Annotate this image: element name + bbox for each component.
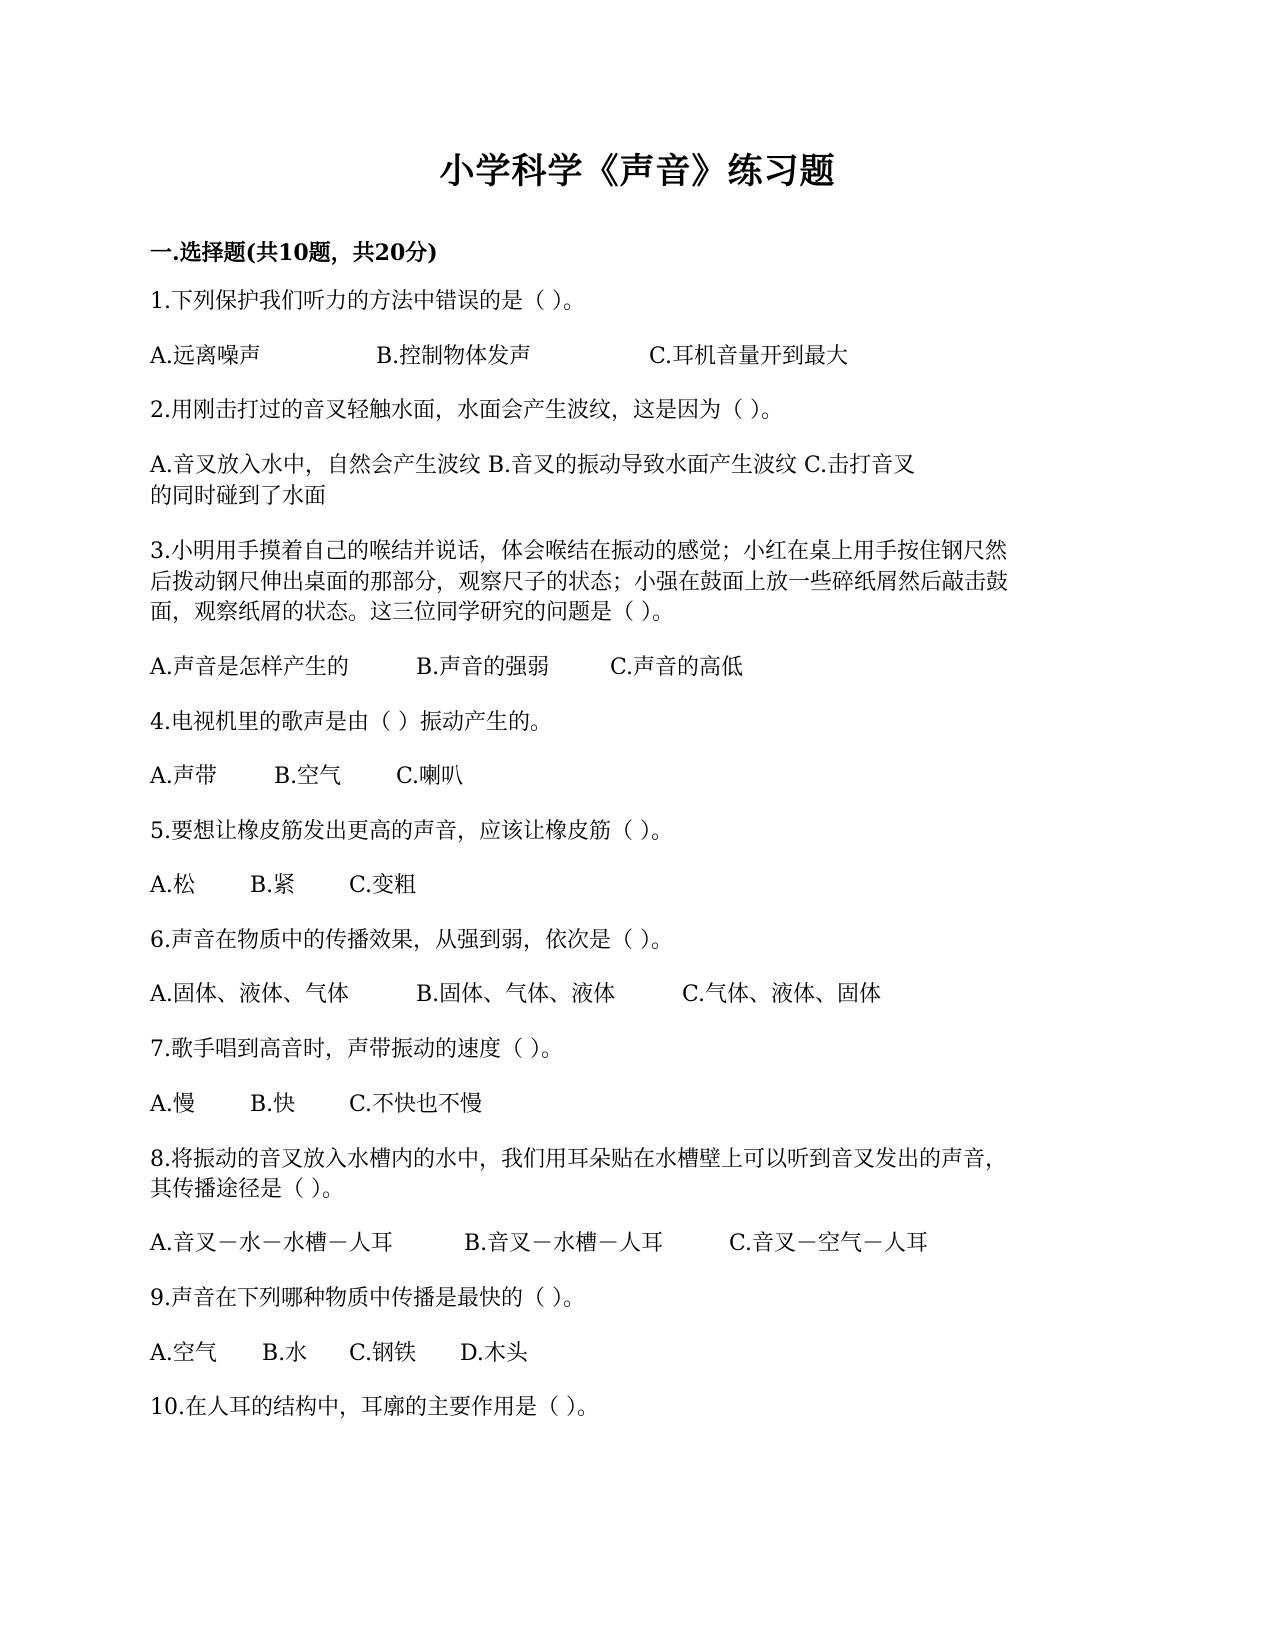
question-7-option-a: A.慢: [150, 1092, 195, 1117]
question-10-stem: 10.在人耳的结构中，耳廓的主要作用是（ ）。: [150, 1395, 599, 1420]
question-4-stem: 4.电视机里的歌声是由（ ）振动产生的。: [150, 710, 552, 735]
question-5-option-c: C.变粗: [349, 873, 417, 898]
question-7-stem: 7.歌手唱到高音时，声带振动的速度（ ）。: [150, 1037, 563, 1062]
section-heading: 一.选择题(共10题，共20分): [150, 240, 438, 266]
question-7-option-c: C.不快也不慢: [349, 1092, 483, 1117]
question-4-option-a: A.声带: [150, 764, 217, 789]
question-3-option-c: C.声音的高低: [610, 655, 744, 680]
question-3-options: [150, 652, 1130, 684]
question-9-options: [150, 1338, 1130, 1370]
question-1-options: [150, 341, 1130, 373]
question-6-option-b: B.固体、气体、液体: [416, 982, 616, 1007]
question-8-options: [150, 1228, 1130, 1260]
question-8-option-b: B.音叉－水槽－人耳: [464, 1231, 664, 1256]
question-1-option-a: A.远离噪声: [150, 344, 261, 369]
question-3-option-a: A.声音是怎样产生的: [150, 655, 349, 680]
question-8-stem-line-2: 其传播途径是（ ）。: [150, 1177, 344, 1202]
question-9-option-c: C.钢铁: [349, 1341, 417, 1366]
question-2-stem: 2.用刚击打过的音叉轻触水面，水面会产生波纹，这是因为（ ）。: [150, 398, 783, 423]
question-9-option-b: B.水: [262, 1341, 308, 1366]
question-1-option-c: C.耳机音量开到最大: [649, 344, 849, 369]
question-5-options: [150, 870, 1130, 902]
question-8-option-a: A.音叉－水－水槽－人耳: [150, 1231, 393, 1256]
question-4-options: [150, 761, 1130, 793]
question-3-stem-line-2: 后拨动钢尺伸出桌面的那部分，观察尺子的状态；小强在鼓面上放一些碎纸屑然后敲击鼓: [150, 570, 1009, 595]
question-4-option-c: C.喇叭: [396, 764, 464, 789]
question-5-option-b: B.紧: [250, 873, 296, 898]
question-5-stem: 5.要想让橡皮筋发出更高的声音，应该让橡皮筋（ ）。: [150, 819, 673, 844]
question-1-option-b: B.控制物体发声: [376, 344, 532, 369]
question-1-stem: 1.下列保护我们听力的方法中错误的是（ ）。: [150, 289, 585, 314]
question-2-options-line-2: 的同时碰到了水面: [150, 484, 327, 509]
question-7-option-b: B.快: [250, 1092, 296, 1117]
question-6-option-c: C.气体、液体、固体: [682, 982, 882, 1007]
question-7-options: [150, 1089, 1130, 1121]
question-3-stem-line-3: 面，观察纸屑的状态。这三位同学研究的问题是（ ）。: [150, 600, 674, 625]
question-3-stem-line-1: 3.小明用手摸着自己的喉结并说话，体会喉结在振动的感觉；小红在桌上用手按住钢尺然: [150, 539, 1007, 564]
question-2-options-line-1: A.音叉放入水中，自然会产生波纹 B.音叉的振动导致水面产生波纹 C.击打音叉: [150, 453, 916, 478]
question-9-stem: 9.声音在下列哪种物质中传播是最快的（ ）。: [150, 1286, 585, 1311]
question-6-options: [150, 979, 1130, 1011]
question-8-stem-line-1: 8.将振动的音叉放入水槽内的水中，我们用耳朵贴在水槽壁上可以听到音叉发出的声音，: [150, 1147, 1007, 1172]
question-4-option-b: B.空气: [274, 764, 342, 789]
question-6-option-a: A.固体、液体、气体: [150, 982, 349, 1007]
question-9-option-d: D.木头: [460, 1341, 528, 1366]
page-title: 小学科学《声音》练习题: [439, 151, 836, 192]
question-5-option-a: A.松: [150, 873, 195, 898]
question-8-option-c: C.音叉－空气－人耳: [729, 1231, 929, 1256]
question-3-option-b: B.声音的强弱: [416, 655, 550, 680]
question-9-option-a: A.空气: [150, 1341, 217, 1366]
question-6-stem: 6.声音在物质中的传播效果，从强到弱，依次是（ ）。: [150, 928, 673, 953]
